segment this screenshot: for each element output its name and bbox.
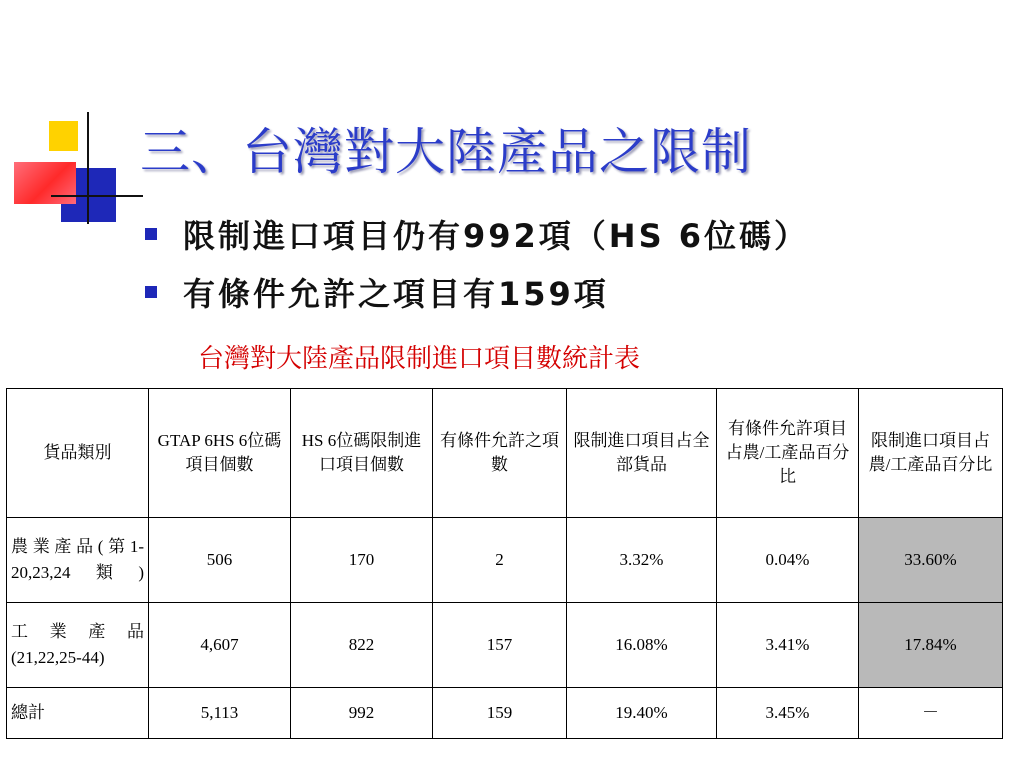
table-cell: 992 <box>291 688 433 739</box>
table-cell-highlighted: 17.84% <box>859 603 1003 688</box>
header-conditional-count: 有條件允許之項數 <box>433 389 567 518</box>
table-cell: 3.45% <box>717 688 859 739</box>
decor-vertical-line <box>87 112 89 224</box>
table-cell: 3.41% <box>717 603 859 688</box>
table-cell-highlighted: 33.60% <box>859 518 1003 603</box>
square-bullet-icon <box>145 228 157 240</box>
table-cell: 3.32% <box>567 518 717 603</box>
table-cell: 5,113 <box>149 688 291 739</box>
table-cell: 農業產品(第1-20,23,24類) <box>7 518 149 603</box>
header-category: 貨品類別 <box>7 389 149 518</box>
table-title: 台灣對大陸產品限制進口項目數統計表 <box>198 344 641 374</box>
decor-yellow-square <box>49 121 78 151</box>
bullet-item <box>145 263 809 321</box>
table-row <box>7 603 1003 688</box>
slide-title: 三、台灣對大陸產品之限制 <box>140 123 752 181</box>
decor-red-square <box>14 162 76 204</box>
table-row-total <box>7 688 1003 739</box>
table-cell: 總計 <box>7 688 149 739</box>
bullet-list <box>145 205 809 321</box>
table-cell: 16.08% <box>567 603 717 688</box>
bullet-item <box>145 205 809 263</box>
import-restriction-table <box>6 388 1003 739</box>
square-bullet-icon <box>145 286 157 298</box>
header-conditional-pct: 有條件允許項目占農/工產品百分比 <box>717 389 859 518</box>
header-gtap-count: GTAP 6HS 6位碼項目個數 <box>149 389 291 518</box>
table-cell: 506 <box>149 518 291 603</box>
header-restricted-count: HS 6位碼限制進口項目個數 <box>291 389 433 518</box>
table-cell: 159 <box>433 688 567 739</box>
header-restricted-share: 限制進口項目占全部貨品 <box>567 389 717 518</box>
bullet-text: 限制進口項目仍有992項（HS 6位碼） <box>183 217 810 255</box>
table-row <box>7 518 1003 603</box>
table-cell: 工業產品(21,22,25-44) <box>7 603 149 688</box>
table-cell: 4,607 <box>149 603 291 688</box>
bullet-text: 有條件允許之項目有159項 <box>183 275 609 313</box>
header-restricted-pct: 限制進口項目占農/工產品百分比 <box>859 389 1003 518</box>
table-cell: 19.40% <box>567 688 717 739</box>
table-cell: － <box>859 688 1003 739</box>
table-cell: 0.04% <box>717 518 859 603</box>
decor-horizontal-line <box>51 195 143 197</box>
table-header-row <box>7 389 1003 518</box>
table-cell: 822 <box>291 603 433 688</box>
table-cell: 157 <box>433 603 567 688</box>
table-cell: 170 <box>291 518 433 603</box>
table-cell: 2 <box>433 518 567 603</box>
